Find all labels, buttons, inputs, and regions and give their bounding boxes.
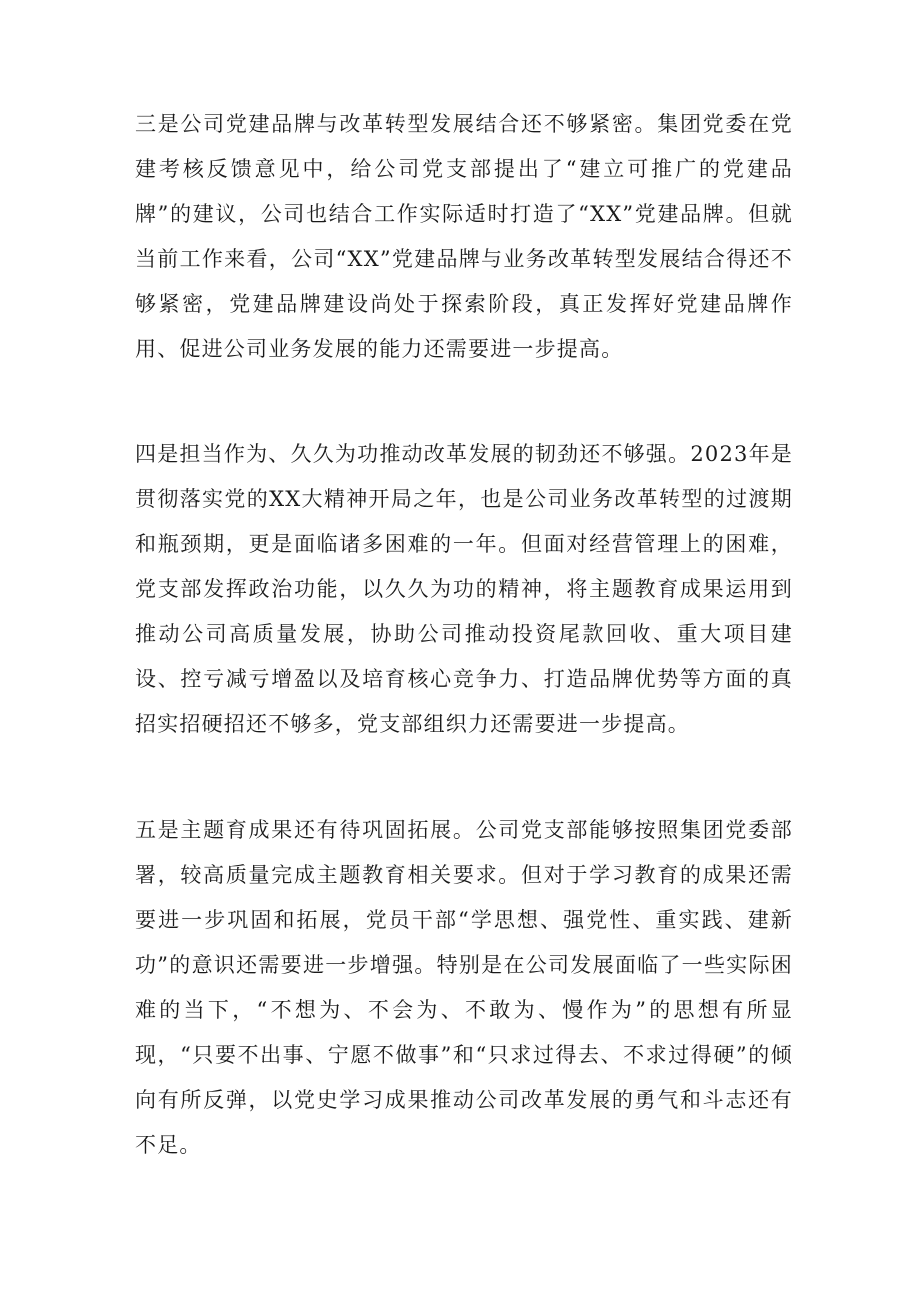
paragraph-four-reform-tenacity: 四是担当作为、久久为功推动改革发展的韧劲还不够强。2023年是贯彻落实党的XX大精神开局之年，也是公司业务改革转型的过渡期和瓶颈期，更是面临诸多困难的一年。但面对经营管理上的困难，党支部发挥政治功能，以久久为功的精神，将主题教育成果运用到推动公司高质量发展，协助公司推动投资尾款回收、重大项目建设、控亏减亏增盈以及培育核心竞争力、打造品牌优势等方面的真招实招硬招还不够多，党支部组织力还需要进一步提高。 (135, 442, 793, 736)
paragraph-five-education-results: 五是主题育成果还有待巩固拓展。公司党支部能够按照集团党委部署，较高质量完成主题教育相关要求。但对于学习教育的成果还需要进一步巩固和拓展，党员干部“学思想、强党性、重实践、建新功”的意识还需要进一步增强。特别是在公司发展面临了一些实际困难的当下，“不想为、不会为、不敢为、慢作为”的思想有所显现，“只要不出事、宁愿不做事”和“只求过得去、不求过得硬”的倾向有所反弹，以党史学习成果推动公司改革发展的勇气和斗志还有不足。 (135, 818, 793, 1157)
paragraph-three-party-brand: 三是公司党建品牌与改革转型发展结合还不够紧密。集团党委在党建考核反馈意见中，给公司党支部提出了“建立可推广的党建品牌”的建议，公司也结合工作实际适时打造了“XX”党建品牌。但就当前工作来看，公司“XX”党建品牌与业务改革转型发展结合得还不够紧密，党建品牌建设尚处于探索阶段，真正发挥好党建品牌作用、促进公司业务发展的能力还需要进一步提高。 (135, 112, 793, 361)
